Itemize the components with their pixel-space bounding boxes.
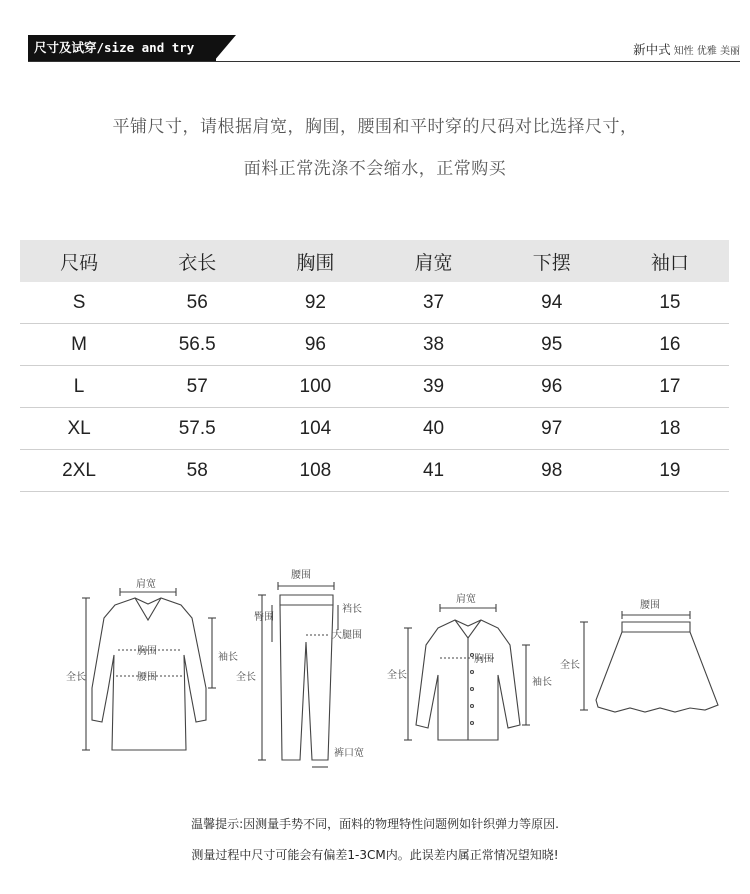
measurement-diagrams <box>0 560 750 780</box>
size-table-header-row <box>20 240 729 282</box>
pants-hem-label: 裤口宽 <box>334 748 364 759</box>
dress-chest-label: 胸围 <box>137 646 157 657</box>
table-cell: 17 <box>611 366 729 408</box>
table-cell: 94 <box>493 282 611 324</box>
table-cell: 56.5 <box>138 324 256 366</box>
table-cell: 15 <box>611 282 729 324</box>
shirt-length-label: 全长 <box>387 670 407 681</box>
skirt-diagram <box>560 599 718 712</box>
table-cell: 108 <box>256 450 374 492</box>
size-table <box>20 240 729 492</box>
table-cell: 18 <box>611 408 729 450</box>
shirt-sleeve-label: 袖长 <box>532 677 552 688</box>
section-title-tab: 尺寸及试穿/size and try <box>28 35 216 61</box>
brand-slogan: 知性 优雅 美丽 <box>673 46 740 57</box>
pants-hip-label: 臀围 <box>254 612 274 623</box>
table-cell: 97 <box>493 408 611 450</box>
header-length: 衣长 <box>138 240 256 282</box>
brand-name: 新中式 <box>633 42 671 57</box>
table-cell: 58 <box>138 450 256 492</box>
table-cell: 56 <box>138 282 256 324</box>
table-row <box>20 408 729 450</box>
table-cell: L <box>20 366 138 408</box>
table-row <box>20 324 729 366</box>
skirt-waist-label: 腰围 <box>640 600 660 611</box>
intro-line-2: 面料正常洗涤不会缩水，正常购买 <box>243 159 507 179</box>
brand-tagline <box>633 40 740 58</box>
table-cell: 40 <box>374 408 492 450</box>
shirt-shoulder-label: 肩宽 <box>456 594 476 605</box>
pants-length-label: 全长 <box>236 672 256 683</box>
table-row <box>20 366 729 408</box>
footnote-line-2: 测量过程中尺寸可能会有偏差1-3CM内。此误差内属正常情况望知晓! <box>191 848 559 862</box>
table-row <box>20 282 729 324</box>
dress-length-label: 全长 <box>66 672 86 683</box>
header-divider <box>28 61 740 62</box>
header-size: 尺码 <box>20 240 138 282</box>
pants-waist-label: 腰围 <box>291 570 311 581</box>
table-cell: 16 <box>611 324 729 366</box>
dress-sleeve-label: 袖长 <box>218 652 238 663</box>
pants-diagram <box>236 569 364 767</box>
table-cell: 104 <box>256 408 374 450</box>
pants-rise-label: 裆长 <box>342 604 362 615</box>
table-cell: M <box>20 324 138 366</box>
table-cell: 2XL <box>20 450 138 492</box>
dress-diagram <box>66 577 238 750</box>
skirt-length-label: 全长 <box>560 660 580 671</box>
header-chest: 胸围 <box>256 240 374 282</box>
footnote-line-1: 温馨提示:因测量手势不同，面料的物理特性问题例如针织弹力等原因. <box>191 817 559 831</box>
table-cell: 19 <box>611 450 729 492</box>
table-cell: 96 <box>256 324 374 366</box>
table-cell: S <box>20 282 138 324</box>
header-shoulder: 肩宽 <box>374 240 492 282</box>
table-cell: 38 <box>374 324 492 366</box>
section-header <box>28 33 740 63</box>
intro-line-1: 平铺尺寸，请根据肩宽，胸围，腰围和平时穿的尺码对比选择尺寸， <box>112 117 638 137</box>
table-cell: 100 <box>256 366 374 408</box>
table-cell: 95 <box>493 324 611 366</box>
table-cell: XL <box>20 408 138 450</box>
pants-thigh-label: 大腿围 <box>332 630 362 641</box>
table-cell: 57 <box>138 366 256 408</box>
table-cell: 41 <box>374 450 492 492</box>
header-cuff: 袖口 <box>611 240 729 282</box>
shirt-chest-label: 胸围 <box>474 654 494 665</box>
table-cell: 39 <box>374 366 492 408</box>
dress-waist-label: 腰围 <box>137 672 157 683</box>
table-cell: 98 <box>493 450 611 492</box>
shirt-diagram <box>387 592 552 740</box>
header-hem: 下摆 <box>493 240 611 282</box>
measurement-diagrams-svg <box>0 560 750 780</box>
tab-slant-decoration <box>214 35 236 61</box>
dress-shoulder-label: 肩宽 <box>136 579 156 590</box>
table-cell: 96 <box>493 366 611 408</box>
table-row <box>20 450 729 492</box>
table-cell: 57.5 <box>138 408 256 450</box>
table-cell: 92 <box>256 282 374 324</box>
table-cell: 37 <box>374 282 492 324</box>
